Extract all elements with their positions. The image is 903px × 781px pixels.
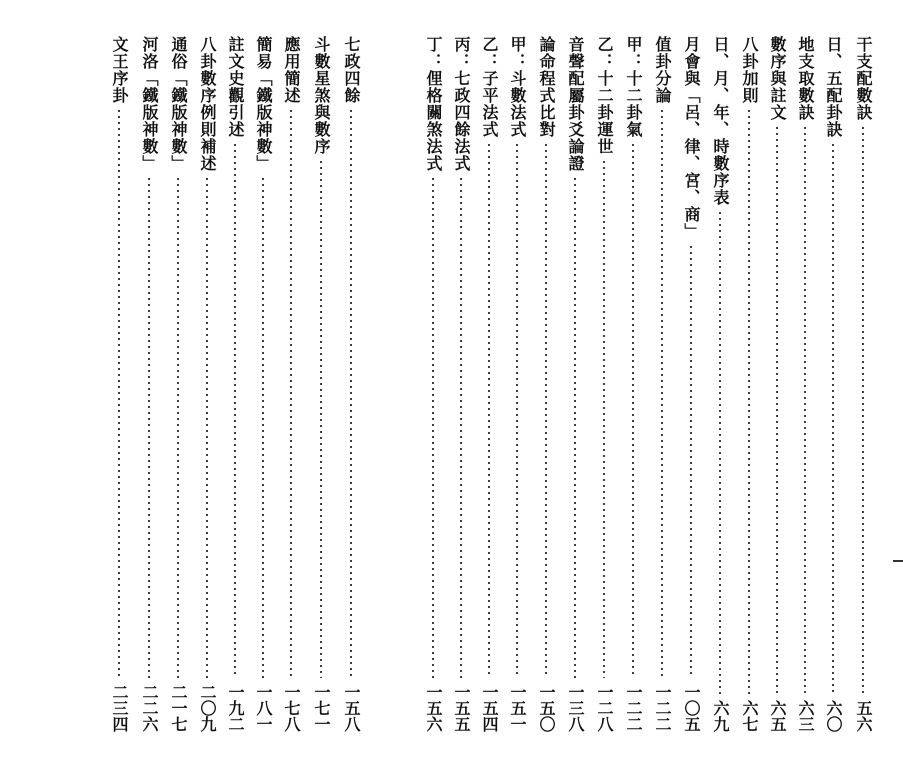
- entry-title: 數序與註文: [768, 36, 787, 121]
- dot-leader: [177, 176, 179, 678]
- entry-page-number: 六九: [711, 700, 730, 732]
- dot-leader: [632, 142, 634, 678]
- dot-leader: [148, 176, 150, 678]
- dot-leader: [574, 176, 576, 678]
- entry-title: 八卦數序例則補述: [198, 36, 217, 172]
- entry-page-number: 一二二: [624, 684, 643, 732]
- entry-title: 地支取數訣: [796, 36, 815, 121]
- toc-entry: [651, 36, 673, 736]
- dot-leader: [432, 176, 434, 678]
- entry-page-number: 一二八: [595, 684, 614, 732]
- entry-page-number: 一五八: [342, 684, 361, 732]
- entry-title: 八卦加則: [740, 36, 759, 104]
- entry-title: 干支配數訣: [854, 36, 873, 121]
- toc-entry: [709, 36, 731, 736]
- entry-title: 值卦分論: [653, 36, 672, 104]
- entry-title: 應用簡述: [282, 36, 301, 104]
- entry-page-number: 二二六: [140, 684, 159, 732]
- entry-page-number: 一五五: [452, 684, 471, 732]
- dot-leader: [234, 142, 236, 678]
- dot-leader: [862, 125, 864, 694]
- page-edge-mark: [893, 560, 903, 562]
- dot-leader: [748, 108, 750, 694]
- dot-leader: [460, 176, 462, 678]
- toc-entry: [852, 36, 874, 736]
- toc-entry: [224, 36, 246, 736]
- entry-title: 註文史觀引述: [226, 36, 245, 138]
- toc-entry: [680, 36, 702, 736]
- dot-leader: [290, 108, 292, 678]
- toc-entry: [450, 36, 472, 736]
- entry-page-number: 二〇九: [198, 684, 217, 732]
- dot-leader: [661, 108, 663, 678]
- entry-title: 簡易「鐵版神數」: [254, 36, 273, 172]
- dot-leader: [545, 142, 547, 678]
- entry-title: 河洛「鐵版神數」: [140, 36, 159, 172]
- dot-leader: [350, 108, 352, 678]
- entry-title: 甲：斗數法式: [508, 36, 527, 138]
- dot-leader: [776, 125, 778, 694]
- toc-entry: [340, 36, 362, 736]
- toc-entry: [167, 36, 189, 736]
- entry-title: 七政四餘: [342, 36, 361, 104]
- toc-entry: [535, 36, 557, 736]
- toc-entry: [593, 36, 615, 736]
- dot-leader: [719, 210, 721, 694]
- entry-title: 丙：七政四餘法式: [452, 36, 471, 172]
- toc-entry: [478, 36, 500, 736]
- toc-entry: [564, 36, 586, 736]
- entry-page-number: 一七一: [312, 684, 331, 732]
- toc-entry: [280, 36, 302, 736]
- toc-entry: [252, 36, 274, 736]
- entry-title: 通俗「鐵版神數」: [169, 36, 188, 172]
- toc-entry: [196, 36, 218, 736]
- toc-entry: [138, 36, 160, 736]
- entry-page-number: 二一七: [169, 684, 188, 732]
- entry-page-number: 一七八: [282, 684, 301, 732]
- dot-leader: [516, 142, 518, 678]
- entry-page-number: 一二二: [653, 684, 672, 732]
- entry-page-number: 六五: [768, 700, 787, 732]
- entry-page-number: 一三八: [566, 684, 585, 732]
- toc-entry: [738, 36, 760, 736]
- entry-page-number: 一八一: [254, 684, 273, 732]
- entry-title: 日、月、年、時數序表: [711, 36, 730, 206]
- dot-leader: [262, 176, 264, 678]
- dot-leader: [206, 176, 208, 678]
- dot-leader: [320, 159, 322, 678]
- entry-title: 日、五配卦訣: [824, 36, 843, 138]
- entry-page-number: 六三: [796, 700, 815, 732]
- dot-leader: [690, 244, 692, 678]
- toc-entry: [310, 36, 332, 736]
- entry-title: 乙：子平法式: [480, 36, 499, 138]
- toc-entry: [766, 36, 788, 736]
- entry-title: 丁：俚格關煞法式: [424, 36, 443, 172]
- toc-entry: [506, 36, 528, 736]
- toc-entry: [422, 36, 444, 736]
- entry-page-number: 一五〇: [537, 684, 556, 732]
- toc-entry: [822, 36, 844, 736]
- dot-leader: [832, 142, 834, 694]
- dot-leader: [603, 159, 605, 678]
- entry-page-number: 一五一: [508, 684, 527, 732]
- dot-leader: [118, 108, 120, 678]
- entry-page-number: 二三四: [110, 684, 129, 732]
- entry-page-number: 一五六: [424, 684, 443, 732]
- toc-entry: [794, 36, 816, 736]
- entry-title: 甲：十二卦氣: [624, 36, 643, 138]
- entry-title: 月會與「呂、律、宮、商」: [682, 36, 701, 240]
- entry-page-number: 一九二: [226, 684, 245, 732]
- entry-page-number: 五六: [854, 700, 873, 732]
- toc-entry: [108, 36, 130, 736]
- dot-leader: [804, 125, 806, 694]
- entry-page-number: 六〇: [824, 700, 843, 732]
- toc-entry: [622, 36, 644, 736]
- dot-leader: [488, 142, 490, 678]
- entry-page-number: 一五四: [480, 684, 499, 732]
- entry-title: 論命程式比對: [537, 36, 556, 138]
- entry-title: 斗數星煞與數序: [312, 36, 331, 155]
- entry-title: 文王序卦: [110, 36, 129, 104]
- entry-title: 乙：十二卦運世: [595, 36, 614, 155]
- entry-page-number: 一〇五: [682, 684, 701, 732]
- entry-page-number: 六七: [740, 700, 759, 732]
- entry-title: 音聲配屬卦爻論證: [566, 36, 585, 172]
